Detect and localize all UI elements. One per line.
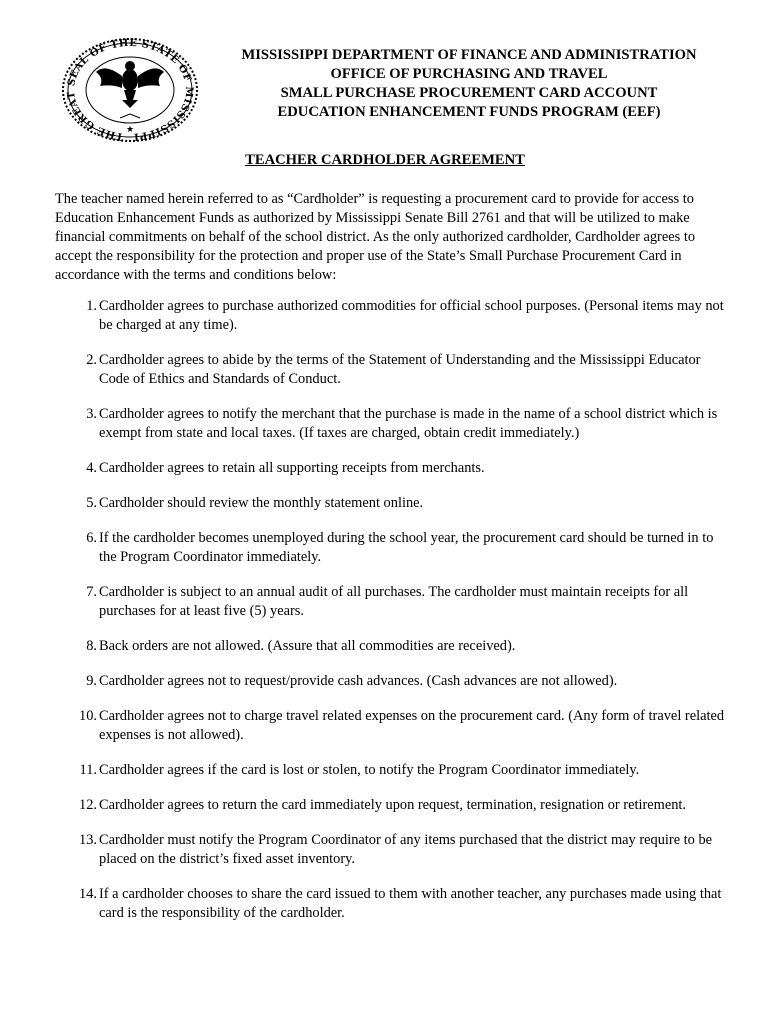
item-text: Cardholder agrees if the card is lost or stolen, to notify the Program Coordinator immediately. [99,762,640,778]
item-number: 6. [86,530,97,546]
list-item [55,637,727,656]
list-item [55,297,727,335]
list-item [55,351,727,389]
item-text: Cardholder agrees to return the card immediately upon request, termination, resignation or retirement. [99,797,687,813]
item-text: Cardholder should review the monthly statement online. [99,495,424,511]
seal-ring-text: THE GREAT SEAL OF THE STATE OF MISSISSIPPI [65,38,195,142]
item-text: Back orders are not allowed. (Assure that all commodities are received). [99,638,516,654]
document-title: TEACHER CARDHOLDER AGREEMENT [245,152,525,168]
header-line: OFFICE OF PURCHASING AND TRAVEL [330,66,608,82]
item-text: Cardholder agrees not to request/provide cash advances. (Cash advances are not allowed). [99,673,618,689]
list-item [55,796,727,815]
list-item [55,831,727,869]
item-text: Cardholder agrees to abide by the terms of the Statement of Understanding and the Mississippi Educator Code of Ethics and Standards of Conduct. [99,352,701,387]
list-item [55,672,727,691]
list-item [55,707,727,745]
item-number: 7. [86,584,97,600]
item-number: 8. [86,638,97,654]
terms-list [55,297,727,939]
item-text: If a cardholder chooses to share the card issued to them with another teacher, any purchases made using that card is the responsibility of the cardholder. [99,886,722,921]
intro-paragraph: The teacher named herein referred to as “Cardholder” is requesting a procurement card to provide for access to Education Enhancement Funds as authorized by Mississippi Senate Bill 2761 and that will be utilized to make financial commitments on behalf of the school district. As the only authorized cardholder, Cardholder agrees to accept the responsibility for the protection and proper use of the State’s Small Purchase Procurement Card in accordance with the terms and conditions below: [55,191,696,283]
header-line: SMALL PURCHASE PROCUREMENT CARD ACCOUNT [280,85,658,101]
list-item [55,583,727,621]
item-number: 1. [86,298,97,314]
header-line: MISSISSIPPI DEPARTMENT OF FINANCE AND ADMINISTRATION [241,47,697,63]
item-text: If the cardholder becomes unemployed during the school year, the procurement card should be turned in to the Program Coordinator immediately. [99,530,714,565]
list-item [55,459,727,478]
item-number: 5. [86,495,97,511]
list-item [55,529,727,567]
item-text: Cardholder must notify the Program Coordinator of any items purchased that the district may require to be placed on the district’s fixed asset inventory. [99,832,713,867]
item-text: Cardholder agrees not to charge travel related expenses on the procurement card. (Any form of travel related expenses is not allowed). [99,708,725,743]
item-number: 13. [79,832,97,848]
item-number: 10. [79,708,97,724]
item-text: Cardholder agrees to purchase authorized commodities for official school purposes. (Personal items may not be charged at any time). [99,298,724,333]
list-item [55,405,727,443]
item-number: 3. [86,406,97,422]
star-icon: ★ [125,125,135,135]
list-item [55,761,727,780]
item-number: 4. [86,460,97,476]
list-item [55,885,727,923]
item-number: 11. [79,762,97,778]
item-text: Cardholder agrees to notify the merchant that the purchase is made in the name of a school district which is exempt from state and local taxes. (If taxes are charged, obtain credit immediately.) [99,406,718,441]
item-number: 14. [79,886,97,902]
list-item [55,494,727,513]
eagle-icon [96,61,164,108]
item-text: Cardholder agrees to retain all supporting receipts from merchants. [99,460,485,476]
state-seal [60,38,200,148]
item-number: 9. [86,673,97,689]
item-number: 2. [86,352,97,368]
header-line: EDUCATION ENHANCEMENT FUNDS PROGRAM (EEF) [277,104,661,120]
item-number: 12. [79,797,97,813]
document-header [222,46,716,122]
item-text: Cardholder is subject to an annual audit of all purchases. The cardholder must maintain receipts for all purchases for at least five (5) years. [99,584,689,619]
